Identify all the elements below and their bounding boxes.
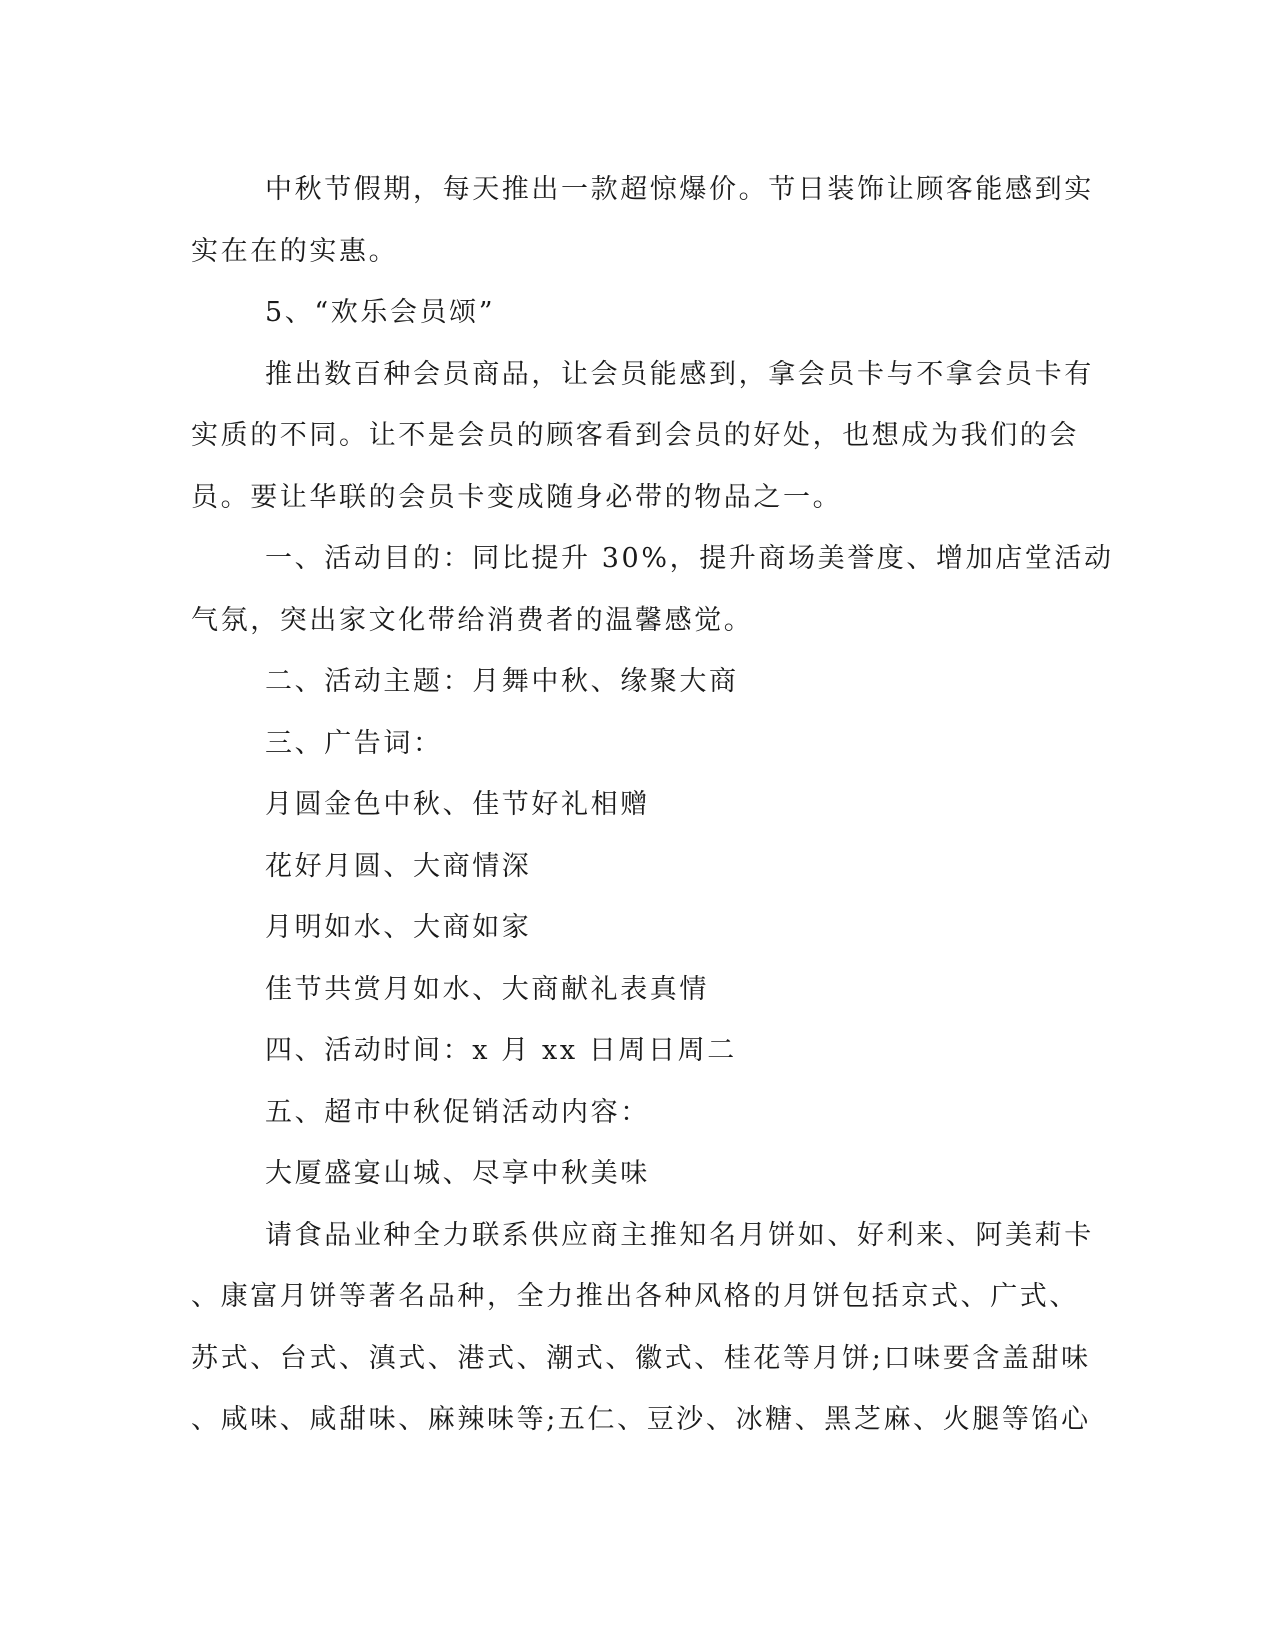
text-line: 、康富月饼等著名品种，全力推出各种风格的月饼包括京式、广式、 — [191, 1281, 1079, 1312]
text-line: 员。要让华联的会员卡变成随身必带的物品之一。 — [191, 481, 843, 513]
section-heading: 五、超市中秋促销活动内容： — [265, 1096, 650, 1128]
text-line: 大厦盛宴山城、尽享中秋美味 — [265, 1158, 650, 1189]
section-heading: 三、广告词： — [265, 727, 443, 759]
slogan-line: 花好月圆、大商情深 — [265, 850, 532, 882]
text-line: 苏式、台式、滇式、港式、潮式、徽式、桂花等月饼;口味要含盖甜味 — [191, 1342, 1091, 1374]
text-line: 实质的不同。让不是会员的顾客看到会员的好处，也想成为我们的会 — [191, 420, 1079, 451]
section-heading: 一、活动目的：同比提升 30%，提升商场美誉度、增加店堂活动 — [265, 543, 1114, 574]
section-heading: 四、活动时间：x 月 xx 日周日周二 — [265, 1035, 737, 1066]
section-heading: 5、“欢乐会员颂” — [265, 297, 496, 328]
text-line: 推出数百种会员商品，让会员能感到，拿会员卡与不拿会员卡有 — [265, 358, 1094, 390]
document-body — [191, 159, 1114, 1451]
text-line: 请食品业种全力联系供应商主推知名月饼如、好利来、阿美莉卡 — [265, 1219, 1094, 1251]
text-line: 、咸味、咸甜味、麻辣味等;五仁、豆沙、冰糖、黑芝麻、火腿等馅心 — [191, 1404, 1091, 1435]
text-line: 中秋节假期，每天推出一款超惊爆价。节日装饰让顾客能感到实 — [265, 174, 1094, 205]
section-heading: 二、活动主题：月舞中秋、缘聚大商 — [265, 666, 739, 697]
text-line: 实在在的实惠。 — [191, 235, 399, 267]
text-line: 气氛，突出家文化带给消费者的温馨感觉。 — [191, 604, 754, 636]
slogan-line: 佳节共赏月如水、大商献礼表真情 — [265, 973, 709, 1005]
slogan-line: 月圆金色中秋、佳节好礼相赠 — [265, 789, 650, 820]
slogan-line: 月明如水、大商如家 — [265, 912, 532, 943]
